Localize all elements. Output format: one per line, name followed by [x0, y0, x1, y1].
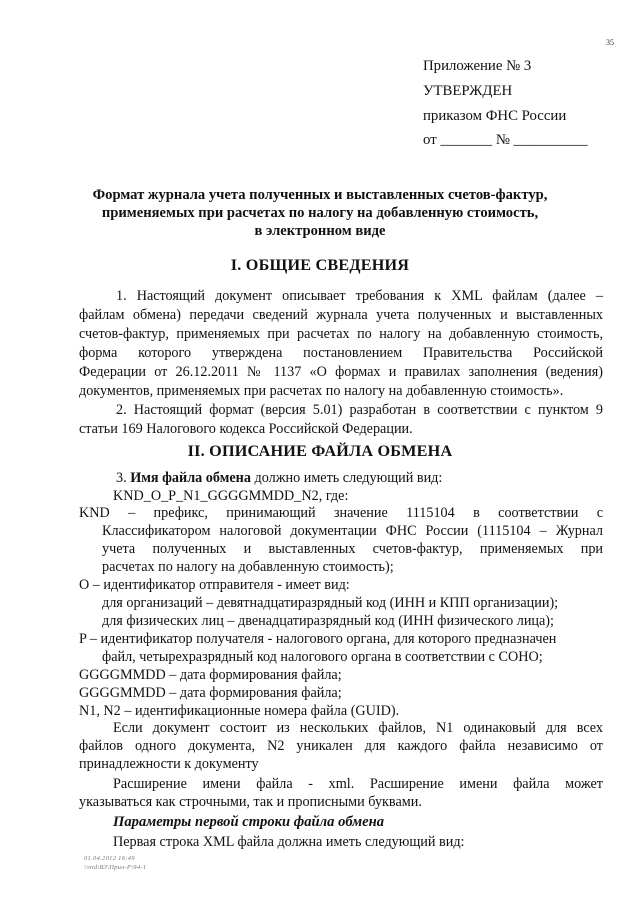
approval-order: приказом ФНС России — [423, 108, 567, 124]
guid-line: N1, N2 – идентификационные номера файла (GUID). — [79, 703, 400, 719]
page-number: 35 — [606, 38, 614, 47]
multi-file-line: Если документ состоит из нескольких файлов, N1 одинаковый для всех — [113, 720, 603, 736]
paragraph-line: счетов-фактур, применяемых при расчетах по налогу на добавленную стоимость, — [79, 326, 603, 342]
paragraph-line: форма которого утверждена постановлением Правительства Российской — [79, 345, 603, 361]
date-line: GGGGMMDD – дата формирования файла; — [79, 685, 342, 701]
knd-line: учета полученных и выставленных счетов-фактур, применяемых при — [102, 541, 603, 557]
section-heading-general: I. ОБЩИЕ СВЕДЕНИЯ — [230, 256, 410, 274]
paragraph-text: должно иметь следующий вид: — [254, 470, 443, 486]
multi-file-line: принадлежности к документу — [79, 756, 259, 772]
knd-line: расчетах по налогу на добавленную стоимость); — [102, 559, 394, 575]
extension-line: Расширение имени файла - xml. Расширение имени файла может — [113, 776, 603, 792]
approval-date-number: от _______ № __________ — [423, 132, 588, 148]
paragraph-number: 3. — [116, 470, 127, 486]
paragraph-3-line — [116, 470, 442, 486]
title-line: Формат журнала учета полученных и выставленных счетов-фактур, — [92, 187, 548, 203]
paragraph-line: 1. Настоящий документ описывает требования к XML файлам (далее – — [116, 288, 603, 304]
extension-line: указываться как строчными, так и прописными буквами. — [79, 794, 422, 810]
recipient-id-line: P – идентификатор получателя - налогового органа, для которого предназначен — [79, 631, 557, 647]
sender-person-line: для физических лиц – двенадцатиразрядный код (ИНН физического лица); — [102, 613, 554, 629]
file-name-term: Имя файла обмена — [130, 470, 251, 486]
title-line: применяемых при расчетах по налогу на добавленную стоимость, — [101, 205, 539, 221]
section-heading-exchange-file: II. ОПИСАНИЕ ФАЙЛА ОБМЕНА — [187, 442, 453, 460]
multi-file-line: файлов одного документа, N2 уникален для каждого файла независимо от — [79, 738, 603, 754]
file-name-pattern: KND_O_P_N1_GGGGMMDD_N2, где: — [113, 488, 349, 504]
first-line-params-heading: Параметры первой строки файла обмена — [113, 814, 385, 830]
recipient-id-line: файл, четырехразрядный код налогового органа в соответствии с СОНО; — [102, 649, 543, 665]
paragraph-line: статьи 169 Налогового кодекса Российской Федерации. — [79, 421, 413, 437]
sender-org-line: для организаций – девятнадцатиразрядный код (ИНН и КПП организации); — [102, 595, 559, 611]
approval-appendix: Приложение № 3 — [423, 58, 532, 74]
sender-id-line: O – идентификатор отправителя - имеет вид: — [79, 577, 350, 593]
knd-line: Классификатором налоговой документации ФНС России (1115104 – Журнал — [102, 523, 603, 539]
approval-approved: УТВЕРЖДЕН — [423, 83, 513, 99]
first-line-description: Первая строка XML файла должна иметь следующий вид: — [113, 834, 465, 850]
paragraph-line: Федерации от 26.12.2011 № 1137 «О формах и правилах заполнения (ведения) — [79, 364, 603, 380]
paragraph-line: документов, применяемых при расчетах по налогу на добавленную стоимость». — [79, 383, 564, 399]
date-line: GGGGMMDD – дата формирования файла; — [79, 667, 342, 683]
paragraph-line: файлам обмена) передачи сведений журнала учета полученных и выставленных — [79, 307, 603, 323]
knd-line: KND – префикс, принимающий значение 1115104 в соответствии с — [79, 505, 603, 521]
print-stamp-date: 01.04.2012 16:49 — [84, 855, 135, 862]
paragraph-line: 2. Настоящий формат (версия 5.01) разработан в соответствии с пунктом 9 — [116, 402, 603, 418]
print-stamp-path: \\ntd\ВЗ\Прил-Р\94-1 — [84, 864, 147, 871]
title-line: в электронном виде — [254, 223, 386, 239]
